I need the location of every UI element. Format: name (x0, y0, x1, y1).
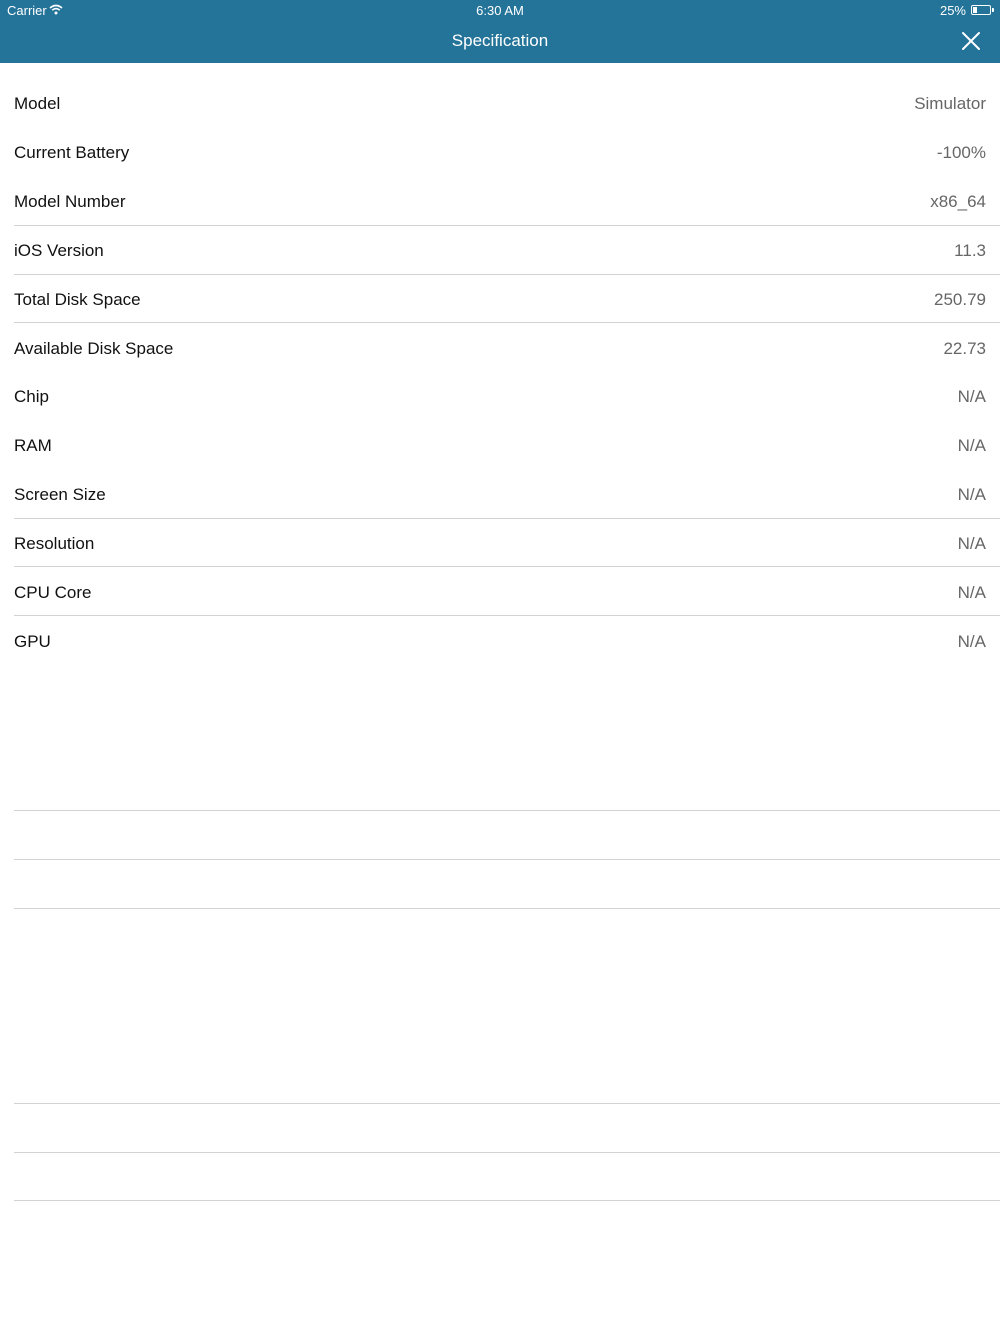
spec-row (0, 324, 1000, 373)
row-separator (14, 225, 1000, 226)
spec-label: Model (14, 94, 61, 113)
spec-value: -100% (936, 142, 986, 162)
row-separator (14, 615, 1000, 616)
row-separator (14, 1200, 1000, 1201)
status-bar (0, 0, 1000, 22)
spec-row (0, 372, 1000, 421)
row-separator (14, 859, 1000, 860)
spec-value: Simulator (914, 94, 986, 113)
row-separator (14, 1152, 1000, 1153)
row-separator (14, 322, 1000, 323)
spec-label: Resolution (14, 534, 95, 554)
spec-value: N/A (957, 631, 986, 651)
spec-label: Chip (14, 387, 49, 407)
spec-label: iOS Version (14, 240, 104, 260)
battery-tip (992, 8, 994, 12)
spec-label: CPU Core (14, 583, 92, 602)
spec-value: N/A (957, 387, 986, 407)
spec-row (0, 617, 1000, 666)
spec-label: Total Disk Space (14, 289, 141, 309)
spec-value: x86_64 (930, 191, 986, 211)
spec-row (0, 226, 1000, 275)
spec-row (0, 568, 1000, 617)
clock: 6:30 AM (476, 3, 524, 18)
spec-label: Model Number (14, 191, 126, 211)
row-separator (14, 518, 1000, 519)
close-button[interactable] (960, 30, 982, 52)
spec-row (0, 79, 1000, 128)
row-separator (14, 566, 1000, 567)
spec-value: 250.79 (934, 289, 986, 309)
navigation-bar (0, 0, 1000, 63)
spec-row (0, 275, 1000, 324)
spec-label: GPU (14, 631, 51, 651)
spec-row (0, 470, 1000, 519)
battery-icon (971, 5, 991, 15)
spec-row (0, 519, 1000, 568)
page-title: Specification (451, 31, 549, 50)
spec-value: N/A (957, 436, 986, 456)
spec-value: N/A (957, 485, 986, 505)
row-separator (14, 810, 1000, 811)
row-separator (14, 274, 1000, 275)
row-separator (14, 1103, 1000, 1104)
spec-label: Screen Size (14, 485, 106, 505)
spec-label: Available Disk Space (14, 338, 174, 358)
battery-percent: 25% (939, 3, 966, 18)
row-separator (14, 908, 1000, 909)
spec-row (0, 177, 1000, 226)
spec-value: 22.73 (943, 338, 986, 358)
spec-value: N/A (957, 583, 986, 602)
spec-label: RAM (14, 436, 52, 456)
spec-label: Current Battery (14, 142, 130, 162)
spec-row (0, 128, 1000, 177)
spec-value: 11.3 (954, 240, 986, 260)
spec-row (0, 421, 1000, 470)
close-icon (960, 30, 982, 52)
carrier-label: Carrier (7, 3, 47, 18)
spec-value: N/A (957, 534, 986, 554)
